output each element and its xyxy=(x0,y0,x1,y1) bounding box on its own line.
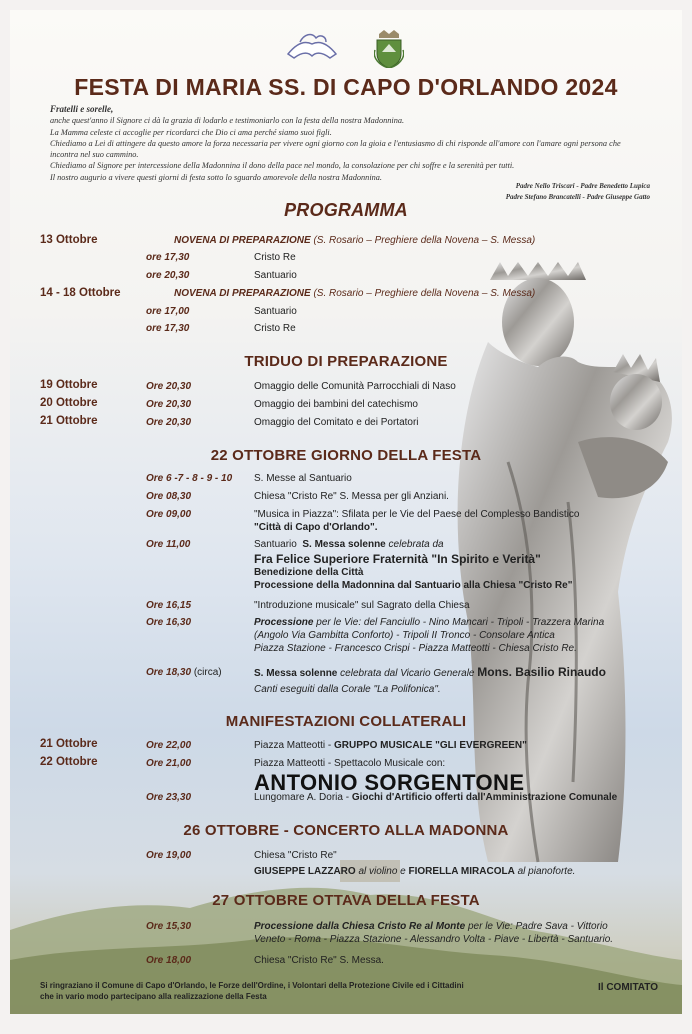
intro-line: Chiediamo al Signore per intercessione della Madonnina il dono della pace nel mondo, la consolazione per chi soffre e la serenità per tutti. xyxy=(50,161,515,171)
event-line: Processione della Madonnina dal Santuario alla Chiesa "Cristo Re" xyxy=(254,580,573,591)
hands-logo-icon xyxy=(286,30,338,66)
intro-line: Chiediamo a Lei di attingere da questo amore la forza necessaria per vivere ogni giorno con la gioia e l'entusiasmo di chi risponde all'amore con l'amare ogni persona che xyxy=(50,138,621,148)
event-line: (Angolo Via Gambitta Conforto) - Tripoli II Tronco - Consolare Antica xyxy=(254,630,555,641)
performer-name: GIUSEPPE LAZZARO xyxy=(254,866,356,877)
time-label: Ore 22,00 xyxy=(146,740,192,751)
intro-line: Il nostro augurio a vivere questi giorni di festa sotto lo sguardo amorevole della nostra Madonnina. xyxy=(50,172,383,182)
footer-comitato: Il COMITATO xyxy=(598,982,658,993)
event-line: per le Vie: del Fanciullo - Nino Mancari - Tripoli - Trazzera Marina xyxy=(316,617,605,628)
footer-line: Si ringraziano il Comune di Capo d'Orlando, le Forze dell'Ordine, i Volontari della Protezione Civile ed i Cittadini xyxy=(40,981,464,990)
event-desc: "Introduzione musicale" sul Sagrato della Chiesa xyxy=(254,600,470,611)
time-label: Ore 23,30 xyxy=(146,792,192,803)
poster-title: FESTA DI MARIA SS. DI CAPO D'ORLANDO 2024 xyxy=(74,74,618,100)
event-place: Piazza Matteotti - xyxy=(254,740,335,751)
event-desc: S. Messe al Santuario xyxy=(254,473,352,484)
event-desc xyxy=(254,616,604,655)
intro-greeting: Fratelli e sorelle, xyxy=(50,104,114,114)
intro-letter xyxy=(50,104,650,183)
event-note: al violino e xyxy=(358,866,406,877)
time-label: ore 17,30 xyxy=(146,252,190,263)
time-label: Ore 20,30 xyxy=(146,417,192,428)
day-label: 21 Ottobre xyxy=(40,738,98,750)
celebrant-name: Fra Felice Superiore Fraternità "In Spirito e Verità" xyxy=(254,552,541,566)
signature-line: Padre Nello Triscari - Padre Benedetto Lupica xyxy=(515,182,650,190)
event-line: Spettacolo Musicale con: xyxy=(334,758,446,769)
event-line: Piazza Stazione - Francesco Crispi - Piazza Matteotti - Chiesa Cristo Re. xyxy=(254,643,577,654)
performer-name: FIORELLA MIRACOLA xyxy=(408,866,515,877)
event-line: Canti eseguiti dalla Corale "La Polifonica". xyxy=(254,684,441,695)
event-place: Santuario xyxy=(254,539,297,550)
event-desc: Santuario xyxy=(254,306,297,317)
event-place: Piazza Matteotti - xyxy=(254,758,335,769)
event-desc: Chiesa "Cristo Re" S. Messa per gli Anziani. xyxy=(254,491,449,502)
day-label: 20 Ottobre xyxy=(40,397,98,409)
event-desc: Cristo Re xyxy=(254,252,296,263)
event-highlight: S. Messa solenne xyxy=(302,539,386,550)
event-note: al pianoforte. xyxy=(517,866,576,877)
celebrant-name: Mons. Basilio Rinaudo xyxy=(477,665,606,679)
event-highlight: S. Messa solenne xyxy=(254,668,338,679)
event-desc xyxy=(254,849,575,878)
poster xyxy=(10,10,682,1014)
event-desc xyxy=(254,538,572,592)
town-crest-icon xyxy=(374,30,404,68)
time-circa: (circa) xyxy=(193,667,222,678)
event-desc xyxy=(254,920,613,946)
intro-line: La Mamma celeste ci accoglie per ricordarci che Dio ci ama perché siamo suoi figli. xyxy=(50,127,332,137)
time-label: Ore 11,00 xyxy=(146,539,191,550)
artist-name: ANTONIO SORGENTONE xyxy=(254,770,525,795)
event-highlight: GRUPPO MUSICALE "GLI EVERGREEN" xyxy=(334,740,527,751)
novena-detail: (S. Rosario – Preghiere della Novena – S. Messa) xyxy=(313,288,536,299)
section-heading-ottava: 27 OTTOBRE OTTAVA DELLA FESTA xyxy=(212,892,480,909)
novena-label: NOVENA DI PREPARAZIONE xyxy=(174,288,311,299)
footer-line: che in vario modo partecipano alla realizzazione della Festa xyxy=(40,992,267,1001)
time-label: Ore 15,30 xyxy=(146,921,192,932)
intro-line: anche quest'anno il Signore ci dà la grazia di lodarlo e testimoniarlo con la festa della nostra Madonnina. xyxy=(50,116,405,126)
event-note: celebrata dal Vicario Generale xyxy=(340,668,475,679)
intro-line: incontra nel suo cammino. xyxy=(50,150,139,160)
event-highlight: Giochi d'Artificio offerti dall'Amministrazione Comunale xyxy=(351,792,618,803)
time-label: Ore 16,30 xyxy=(146,617,192,628)
time-label: Ore 08,30 xyxy=(146,491,192,502)
time-label: ore 17,30 xyxy=(146,323,190,334)
time-label xyxy=(146,667,222,678)
time-label: Ore 21,00 xyxy=(146,758,192,769)
section-heading-collaterali: MANIFESTAZIONI COLLATERALI xyxy=(225,713,467,730)
time-value: Ore 18,30 xyxy=(146,667,192,678)
time-label: Ore 20,30 xyxy=(146,381,192,392)
day-label: 22 Ottobre xyxy=(40,756,98,768)
event-desc-line: "Città di Capo d'Orlando". xyxy=(254,522,378,533)
event-desc: Omaggio dei bambini del catechismo xyxy=(254,399,418,410)
time-label: Ore 20,30 xyxy=(146,399,192,410)
event-desc: Santuario xyxy=(254,270,297,281)
event-desc: Chiesa "Cristo Re" S. Messa. xyxy=(254,955,384,966)
novena-label: NOVENA DI PREPARAZIONE xyxy=(174,235,311,246)
event-highlight: Processione dalla Chiesa Cristo Re al Monte xyxy=(254,921,466,932)
event-desc: Cristo Re xyxy=(254,323,296,334)
event-desc: Omaggio delle Comunità Parrocchiali di Naso xyxy=(254,381,456,392)
time-label: Ore 16,15 xyxy=(146,600,192,611)
novena-line xyxy=(174,235,535,246)
time-label: ore 17,00 xyxy=(146,306,190,317)
event-desc-line: "Musica in Piazza": Sfilata per le Vie del Paese del Complesso Bandistico xyxy=(254,509,580,520)
time-label: ore 20,30 xyxy=(146,270,190,281)
section-heading-festa: 22 OTTOBRE GIORNO DELLA FESTA xyxy=(210,447,482,464)
section-heading-triduo: TRIDUO DI PREPARAZIONE xyxy=(244,353,448,370)
signature-line: Padre Stefano Brancatelli - Padre Giuseppe Gatto xyxy=(505,193,650,201)
event-place: Chiesa "Cristo Re" xyxy=(254,850,337,861)
day-label: 19 Ottobre xyxy=(40,379,98,391)
day-label: 21 Ottobre xyxy=(40,415,98,427)
time-label: Ore 09,00 xyxy=(146,509,192,520)
event-desc xyxy=(254,508,579,534)
novena-detail: (S. Rosario – Preghiere della Novena – S. Messa) xyxy=(313,235,536,246)
event-line: Veneto - Roma - Piazza Stazione - Alessandro Volta - Piave - Libertà - Santuario. xyxy=(254,934,614,945)
time-label: Ore 6 -7 - 8 - 9 - 10 xyxy=(146,473,233,484)
event-line: per le Vie: Padre Sava - Vittorio xyxy=(467,921,608,932)
event-desc xyxy=(254,665,606,696)
event-line: Benedizione della Città xyxy=(254,567,364,578)
event-place: Lungomare A. Doria - xyxy=(254,792,352,803)
section-heading-concerto: 26 OTTOBRE - CONCERTO ALLA MADONNA xyxy=(183,822,509,839)
event-highlight: Processione xyxy=(254,617,314,628)
time-label: Ore 18,00 xyxy=(146,955,192,966)
day-label: 13 Ottobre xyxy=(40,234,98,246)
footer-thanks xyxy=(40,980,464,1002)
event-desc xyxy=(254,791,617,804)
event-desc: Omaggio del Comitato e dei Portatori xyxy=(254,417,419,428)
time-label: Ore 19,00 xyxy=(146,850,192,861)
novena-line xyxy=(174,288,535,299)
day-label: 14 - 18 Ottobre xyxy=(40,287,121,299)
event-desc xyxy=(254,739,527,752)
event-note: celebrata da xyxy=(388,539,444,550)
section-heading-programma: PROGRAMMA xyxy=(284,200,408,220)
